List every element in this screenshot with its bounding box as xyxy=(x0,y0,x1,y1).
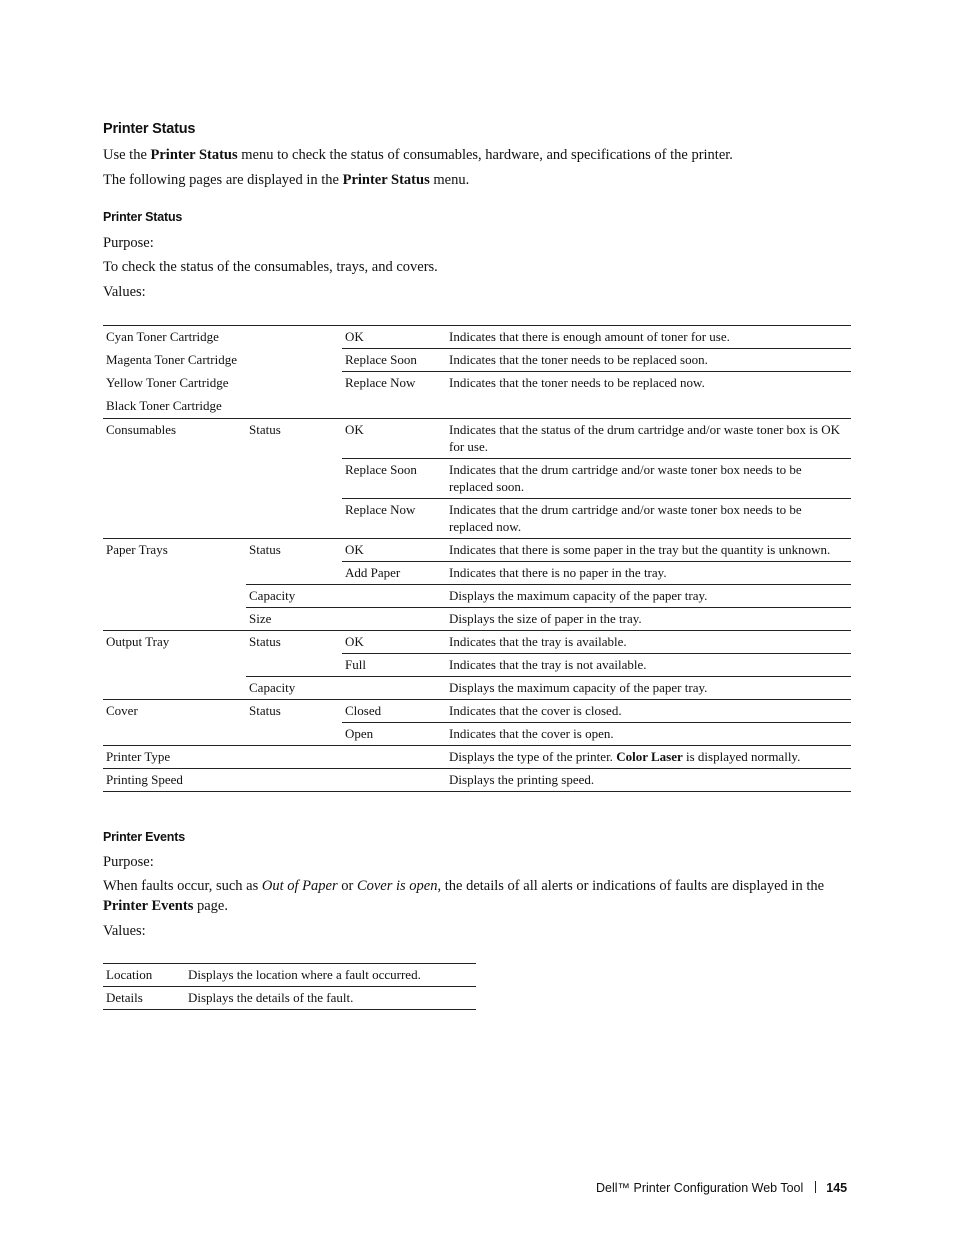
value-cell: Replace Soon xyxy=(342,349,446,372)
printer-events-subtitle: Printer Events xyxy=(103,830,185,844)
value-cell: Replace Now xyxy=(342,499,446,539)
desc-cell: Displays the size of paper in the tray. xyxy=(446,608,851,631)
desc-cell: Indicates that the drum cartridge and/or waste toner box needs to be replaced now. xyxy=(446,499,851,539)
footer-title: Dell™ Printer Configuration Web Tool xyxy=(596,1181,804,1195)
value-cell: OK xyxy=(342,631,446,654)
sub-label: Status xyxy=(246,419,342,539)
events-purpose-label: Purpose: xyxy=(103,854,154,870)
value-cell: Full xyxy=(342,654,446,677)
intro-paragraph-1: Use the Printer Status menu to check the status of consumables, hardware, and specifications of the printer. xyxy=(103,147,733,163)
value-cell: OK xyxy=(342,539,446,562)
row-label: Output Tray xyxy=(103,631,246,700)
events-purpose-text: When faults occur, such as Out of Paper or Cover is open, the details of all alerts or indications of faults are displayed in the Printer Events page. xyxy=(103,878,825,914)
table-row xyxy=(103,326,851,349)
sub-label: Capacity xyxy=(246,677,446,700)
value-cell: Add Paper xyxy=(342,562,446,585)
value-cell: Closed xyxy=(342,700,446,723)
desc-cell: Indicates that the toner needs to be replaced now. xyxy=(446,372,851,419)
toner-item: Magenta Toner Cartridge xyxy=(106,352,237,367)
row-label: Consumables xyxy=(103,419,246,539)
table-row xyxy=(103,700,851,723)
value-cell: OK xyxy=(342,419,446,459)
row-label: Cover xyxy=(103,700,246,746)
toner-item: Yellow Toner Cartridge xyxy=(106,375,229,390)
table-row xyxy=(103,539,851,562)
printer-status-table xyxy=(103,325,851,792)
desc-cell: Displays the location where a fault occurred. xyxy=(185,964,476,987)
value-cell: OK xyxy=(342,326,446,349)
page-number: 145 xyxy=(826,1181,848,1195)
table-row xyxy=(103,987,476,1010)
toner-item: Cyan Toner Cartridge xyxy=(106,329,219,344)
desc-cell: Indicates that the drum cartridge and/or waste toner box needs to be replaced soon. xyxy=(446,459,851,499)
sub-label: Status xyxy=(246,539,342,585)
desc-cell: Indicates that the cover is closed. xyxy=(446,700,851,723)
purpose-label: Purpose: xyxy=(103,235,154,251)
desc-cell: Indicates that there is enough amount of toner for use. xyxy=(446,326,851,349)
table-row xyxy=(103,964,476,987)
toner-item: Black Toner Cartridge xyxy=(106,398,222,413)
desc-cell: Displays the type of the printer. Color Laser is displayed normally. xyxy=(446,746,851,769)
row-label: Printer Type xyxy=(103,746,446,769)
desc-cell: Indicates that the tray is available. xyxy=(446,631,851,654)
row-label: Details xyxy=(103,987,185,1010)
sub-label: Capacity xyxy=(246,585,446,608)
desc-cell: Displays the maximum capacity of the paper tray. xyxy=(446,585,851,608)
sub-label: Size xyxy=(246,608,446,631)
table-row xyxy=(103,419,851,459)
row-label: Paper Trays xyxy=(103,539,246,631)
table-row xyxy=(103,631,851,654)
toner-items-cell xyxy=(103,326,342,419)
section-title: Printer Status xyxy=(103,121,196,137)
value-cell: Replace Now xyxy=(342,372,446,419)
desc-cell: Indicates that the toner needs to be replaced soon. xyxy=(446,349,851,372)
printer-events-table xyxy=(103,963,476,1010)
desc-cell: Indicates that there is no paper in the tray. xyxy=(446,562,851,585)
row-label: Location xyxy=(103,964,185,987)
purpose-text: To check the status of the consumables, trays, and covers. xyxy=(103,259,438,275)
table-row xyxy=(103,746,851,769)
values-label: Values: xyxy=(103,284,146,300)
intro-paragraph-2: The following pages are displayed in the Printer Status menu. xyxy=(103,172,470,188)
desc-cell: Displays the maximum capacity of the paper tray. xyxy=(446,677,851,700)
value-cell: Open xyxy=(342,723,446,746)
footer-separator xyxy=(815,1181,816,1193)
value-cell: Replace Soon xyxy=(342,459,446,499)
events-values-label: Values: xyxy=(103,923,146,939)
table-row xyxy=(103,769,851,792)
desc-cell: Indicates that there is some paper in the tray but the quantity is unknown. xyxy=(446,539,851,562)
desc-cell: Indicates that the status of the drum cartridge and/or waste toner box is OK for use. xyxy=(446,419,851,459)
desc-cell: Indicates that the cover is open. xyxy=(446,723,851,746)
printer-status-subtitle: Printer Status xyxy=(103,210,183,224)
desc-cell: Indicates that the tray is not available. xyxy=(446,654,851,677)
desc-cell: Displays the details of the fault. xyxy=(185,987,476,1010)
sub-label: Status xyxy=(246,700,342,746)
row-label: Printing Speed xyxy=(103,769,446,792)
sub-label: Status xyxy=(246,631,342,677)
page-footer xyxy=(596,1181,847,1195)
desc-cell: Displays the printing speed. xyxy=(446,769,851,792)
